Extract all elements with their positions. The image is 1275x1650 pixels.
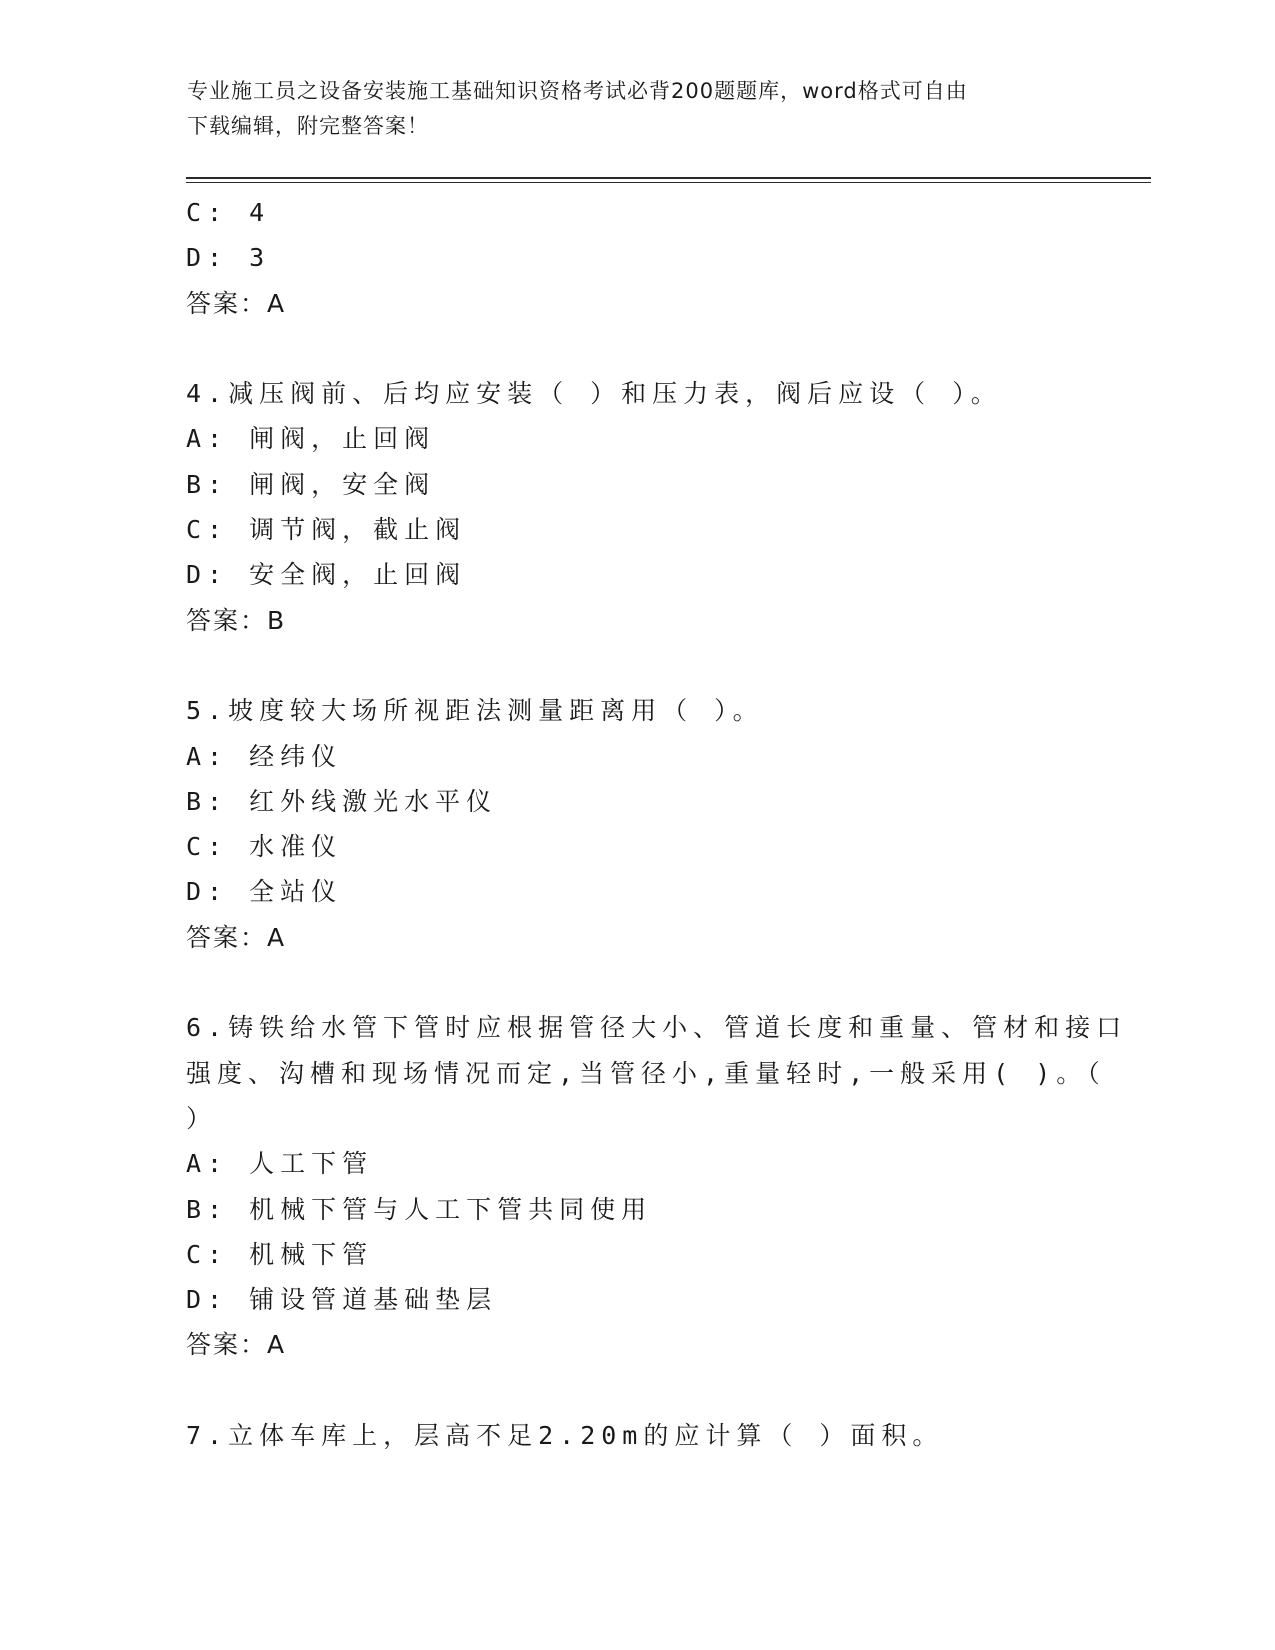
option-line: A: 闸阀，止回阀 xyxy=(186,424,436,454)
header-rule-thick xyxy=(186,177,1151,179)
option-line: D: 3 xyxy=(186,243,271,273)
option-line: A: 经纬仪 xyxy=(186,741,343,771)
answer-line: 答案：A xyxy=(186,922,287,952)
paragraph-gap xyxy=(186,643,1086,688)
paragraph-gap xyxy=(186,1368,1086,1413)
question-text: ） xyxy=(186,1103,218,1133)
option-line: B: 闸阀，安全阀 xyxy=(186,469,436,499)
option-line: C: 调节阀，截止阀 xyxy=(186,515,467,545)
question-text: 7.立体车库上，层高不足2.20m的应计算（ ）面积。 xyxy=(186,1421,944,1451)
option-line: A: 人工下管 xyxy=(186,1149,374,1179)
question-text: 4.减压阀前、后均应安装（ ）和压力表，阀后应设（ ）。 xyxy=(186,379,1002,409)
option-line: C: 机械下管 xyxy=(186,1239,374,1269)
answer-line: 答案：A xyxy=(186,288,287,318)
question-text: 6.铸铁给水管下管时应根据管径大小、管道长度和重量、管材和接口 xyxy=(186,1013,1128,1043)
option-line: D: 全站仪 xyxy=(186,877,343,907)
document-header xyxy=(187,74,1067,144)
answer-line: 答案：A xyxy=(186,1330,287,1360)
question-text: 5.坡度较大场所视距法测量距离用（ ）。 xyxy=(186,696,764,726)
option-line: D: 铺设管道基础垫层 xyxy=(186,1285,498,1315)
paragraph-gap xyxy=(186,960,1086,1005)
paragraph-gap xyxy=(186,326,1086,371)
answer-line: 答案：B xyxy=(186,605,287,635)
option-line: B: 红外线激光水平仪 xyxy=(186,786,498,816)
option-line: C: 水准仪 xyxy=(186,832,343,862)
header-line-2: 下载编辑，附完整答案！ xyxy=(187,114,429,138)
header-line-1: 专业施工员之设备安装施工基础知识资格考试必背200题题库，word格式可自由 xyxy=(187,79,968,103)
option-line: C: 4 xyxy=(186,198,271,227)
option-line: D: 安全阀，止回阀 xyxy=(186,560,467,590)
question-text: 强度、沟槽和现场情况而定,当管径小,重量轻时,一般采用( )。（ xyxy=(186,1058,1106,1088)
question-list xyxy=(186,190,1128,1458)
option-line: B: 机械下管与人工下管共同使用 xyxy=(186,1194,653,1224)
header-rule-thin xyxy=(186,182,1151,183)
